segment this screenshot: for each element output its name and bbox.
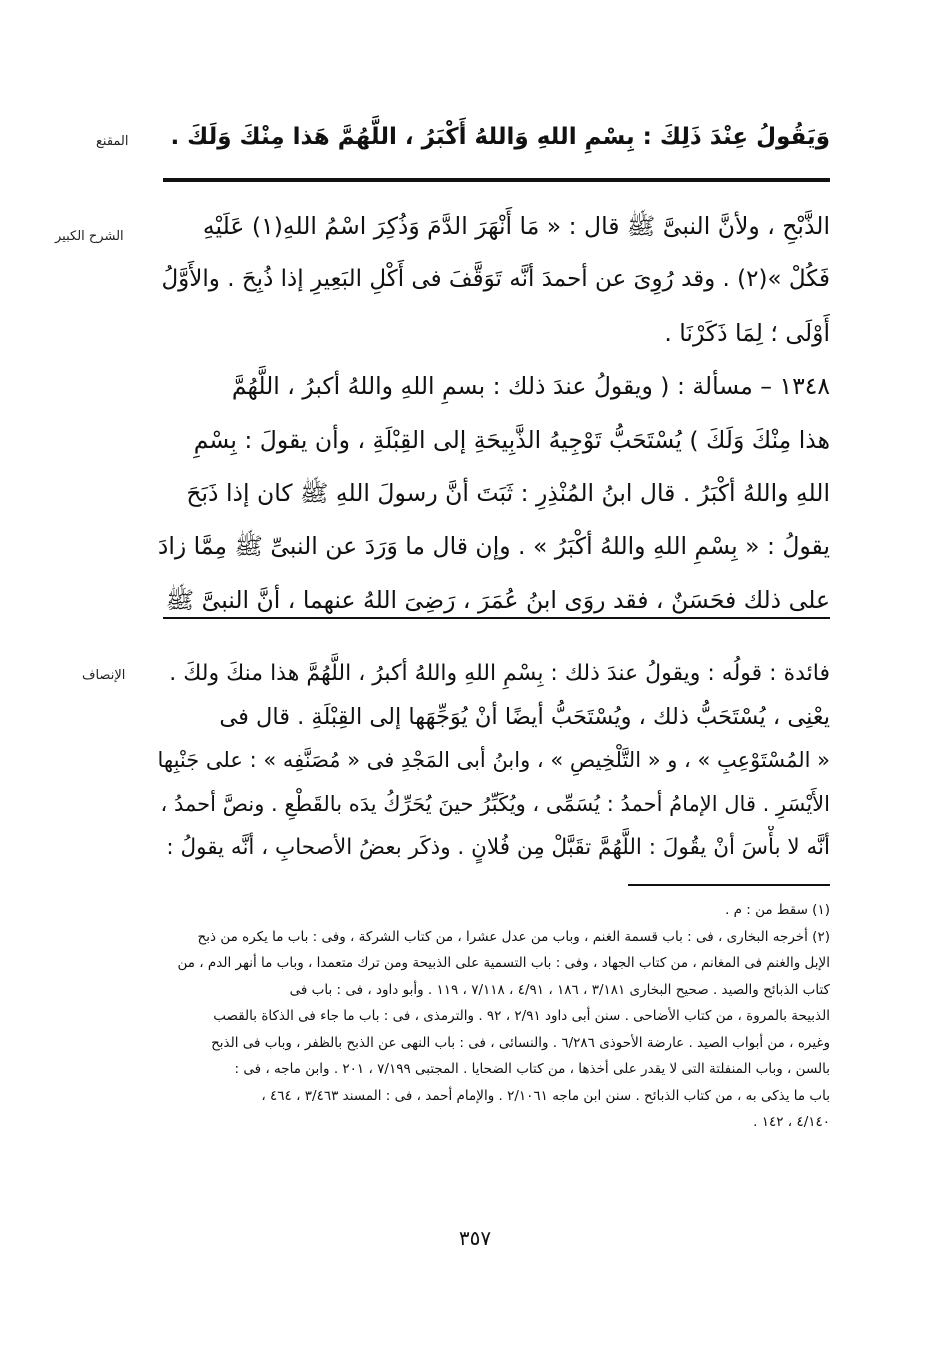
muqni-line: وَيَقُولُ عِنْدَ ذَلِكَ : بِسْمِ اللهِ وَاللهُ أَكْبَرُ ، اللَّهُمَّ هَذا مِنْكَ وَلَكَ . — [170, 124, 830, 150]
footnotes — [158, 897, 830, 1136]
sharh-text — [158, 200, 830, 627]
footnote-line: الذبيحة بالمروة ، من كتاب الأضاحى . سنن أبى داود ٢/٩١ ، ٩٢ . والترمذى ، فى : باب ما جاء فى الذكاة بالقصب — [213, 1008, 830, 1024]
footnote-line: باب ما يذكى به ، من كتاب الذبائح . سنن ابن ماجه ٢/١٠٦١ . والإمام أحمد ، فى : المسند ٣/٤٦٣ ، ٤٦٤ ، — [261, 1087, 830, 1104]
sharh-line: فَكُلْ »(٢) . وقد رُوِىَ عن أحمدَ أنَّه تَوَقَّفَ فى أَكْلِ البَعِيرِ إذا ذُبِحَ . والأَوَّلُ — [161, 266, 830, 293]
insaf-line: أنَّه لا بأْسَ أنْ يقُولَ : اللَّهُمَّ تقَبَّلْ مِن فُلانٍ . وذكَر بعضُ الأصحابِ ، أنَّه يقولُ : — [166, 835, 830, 860]
footnote-line: وغيره ، من أبواب الصيد . عارضة الأحوذى ٦/٢٨٦ . والنسائى ، فى : باب النهى عن الذبح بالظفر ، وباب فى الذبح — [211, 1034, 830, 1051]
footnote-rule — [628, 884, 830, 886]
insaf-line: فائدة : قولُه : ويقولُ عندَ ذلك : بِسْمِ اللهِ واللهُ أكبرُ ، اللَّهُمَّ هذا منكَ ولكَ . — [169, 661, 830, 686]
page-number: ٣٥٧ — [458, 1226, 492, 1250]
sharh-line: على ذلك فحَسَنٌ ، فقد روَى ابنُ عُمَرَ ، رَضِىَ اللهُ عنهما ، أنَّ النبىَّ ﷺ — [165, 585, 830, 614]
footnote-line: (١) سقط من : م . — [725, 902, 830, 918]
footnote-line: كتاب الذبائح والصيد . صحيح البخارى ٣/١٨١ ، ١٨٦ ، ٤/٩١ ، ٧/١١٨ ، ١١٩ . وأبو داود ، فى : باب فى — [289, 981, 830, 998]
insaf-text — [158, 652, 830, 870]
footnote-line: بالسن ، وباب المنفلتة التى لا يقدر على أخذها ، من كتاب الضحايا . المجتبى ٧/١٩٩ ، ٢٠١ . وابن ماجه ، فى : — [234, 1061, 830, 1077]
margin-label-sharh: الشرح الكبير — [55, 229, 124, 244]
sharh-line: هذا مِنْكَ وَلَكَ ) يُسْتَحَبُّ تَوْجِيهُ الذَّبِيحَةِ إلى القِبْلَةِ ، وأن يقولَ : بِسْمِ — [193, 425, 830, 454]
insaf-line: « المُسْتَوْعِبِ » ، و « التَّلْخِيصِ » ، وابنُ أبى المَجْدِ فى « مُصَنَّفِه » : على جَنْبِها — [158, 748, 830, 772]
sharh-line: اللهِ واللهُ أكْبَرُ . قال ابنُ المُنْذِرِ : ثَبَتَ أنَّ رسولَ اللهِ ﷺ كان إذا ذَبَحَ — [186, 479, 830, 508]
insaf-line: يعْنِى ، يُسْتَحَبُّ ذلك ، ويُسْتَحَبُّ أيضًا أنْ يُوَجِّهَها إلى القِبْلَةِ . قال فى — [219, 703, 830, 730]
footnote-line: الإبل والغنم فى المغانم ، من كتاب الجهاد ، وفى : باب التسمية على الذبيحة ومن ترك متعمدا ، وباب ما أنهر الدم ، من — [177, 955, 830, 971]
footnote-line: (٢) أخرجه البخارى ، فى : باب قسمة الغنم ، وباب من عدل عشرا ، من كتاب الشركة ، وفى : باب ما يكره من ذبح — [197, 928, 830, 945]
middle-rule — [163, 617, 830, 619]
sharh-line: أَوْلَى ؛ لِمَا ذَكَرْنَا . — [664, 318, 830, 347]
sharh-line: الذَّبْحِ ، ولأنَّ النبىَّ ﷺ قال : « مَا أَنْهَرَ الدَّمَ وَذُكِرَ اسْمُ اللهِ(١) عَلَيْهِ — [202, 212, 830, 240]
margin-label-muqni: المقنع — [96, 134, 129, 149]
insaf-line: الأَيْسَرِ . قال الإمامُ أحمدُ : يُسَمِّى ، ويُكَبِّرُ حينَ يُحَرِّكُ يدَه بالقَطْعِ . ونصَّ أحمدُ ، — [160, 791, 830, 816]
muqni-text — [160, 112, 830, 162]
sharh-line: يقولُ : « بِسْمِ اللهِ واللهُ أكْبَرُ » . وإن قال ما وَرَدَ عن النبىِّ ﷺ مِمَّا زادَ — [158, 532, 830, 561]
margin-label-insaf: الإنصاف — [82, 668, 126, 683]
sharh-line: ١٣٤٨ – مسألة : ( ويقولُ عندَ ذلك : بسمِ اللهِ واللهُ أكبرُ ، اللَّهُمَّ — [231, 372, 830, 401]
top-rule — [163, 178, 830, 182]
footnote-line: ٤/١٤٠ ، ١٤٢ . — [753, 1114, 830, 1130]
